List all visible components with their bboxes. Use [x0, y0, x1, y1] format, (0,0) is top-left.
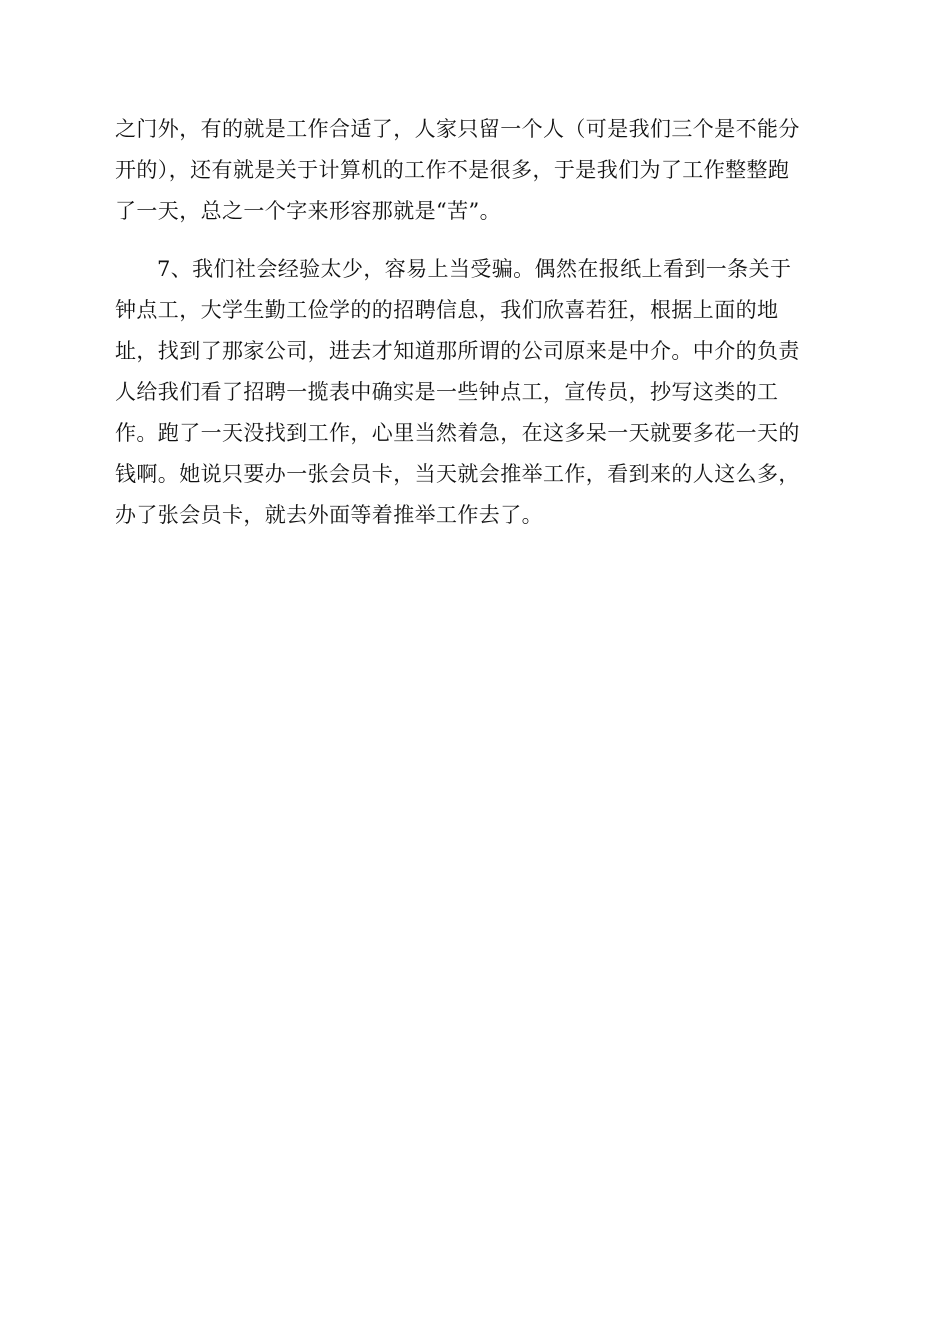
- paragraph-line: 钱啊。她说只要办一张会员卡，当天就会推举工作，看到来的人这么多，: [115, 462, 800, 486]
- paragraph-line: 址，找到了那家公司，进去才知道那所谓的公司原来是中介。中介的负责: [115, 339, 800, 363]
- paragraph-line: 了一天，总之一个字来形容那就是“苦”。: [115, 199, 502, 223]
- paragraph-line-first: 7、我们社会经验太少，容易上当受骗。偶然在报纸上看到一条关于: [157, 257, 792, 281]
- paragraph-line: 钟点工，大学生勤工俭学的的招聘信息，我们欣喜若狂，根据上面的地: [115, 298, 779, 322]
- paragraph-1: [115, 109, 837, 232]
- paragraph-line: 开的），还有就是关于计算机的工作不是很多，于是我们为了工作整整跑: [115, 158, 790, 182]
- paragraph-line: 办了张会员卡，就去外面等着推举工作去了。: [115, 503, 543, 527]
- paragraph-2: [115, 249, 837, 536]
- paragraph-spacer: [115, 232, 837, 249]
- paragraph-line: 之门外，有的就是工作合适了，人家只留一个人（可是我们三个是不能分: [115, 117, 800, 141]
- paragraph-line: 作。跑了一天没找到工作，心里当然着急，在这多呆一天就要多花一天的: [115, 421, 800, 445]
- paragraph-line: 人给我们看了招聘一揽表中确实是一些钟点工，宣传员，抄写这类的工: [115, 380, 779, 404]
- document-body: [115, 109, 837, 536]
